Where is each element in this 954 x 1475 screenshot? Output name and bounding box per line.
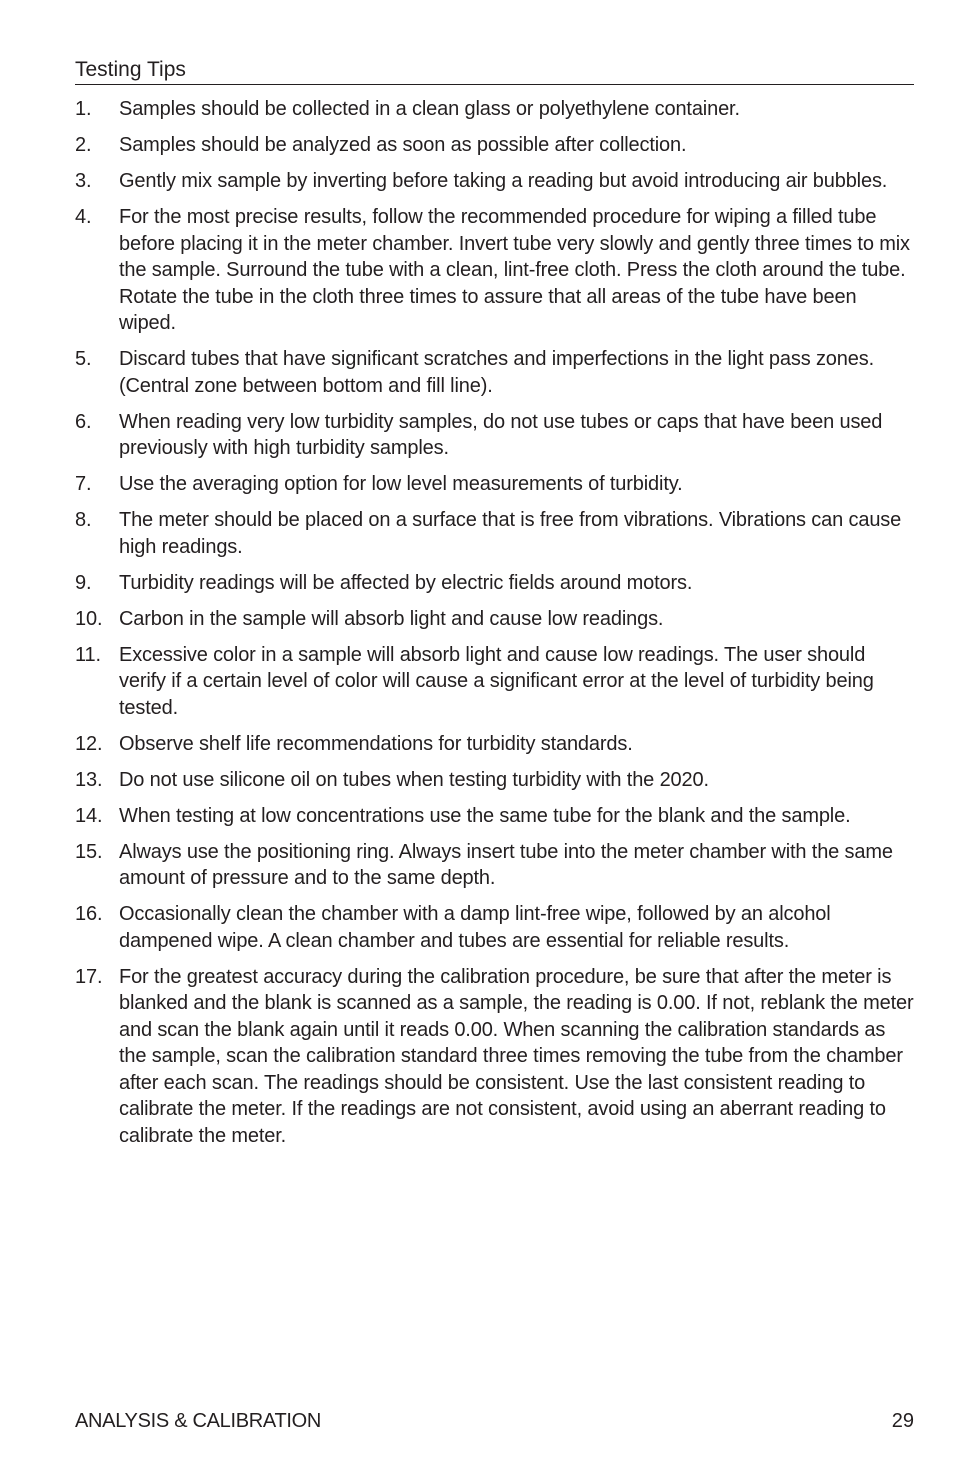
item-text: Discard tubes that have significant scratches and imperfections in the light pass zones. (Central zone between bottom and fill line).	[119, 348, 874, 397]
item-text: Samples should be collected in a clean glass or polyethylene container.	[119, 98, 740, 120]
list-item	[75, 96, 915, 123]
item-number: 15.	[75, 840, 103, 863]
list-item	[75, 570, 915, 597]
item-number: 16.	[75, 903, 103, 925]
list-item	[75, 803, 915, 830]
list-item	[75, 346, 915, 399]
list-item	[75, 409, 915, 462]
page-number: 29	[891, 1410, 914, 1432]
item-text: Occasionally clean the chamber with a damp lint-free wipe, followed by an alcohol dampened wipe. A clean chamber and tubes are essential for reliable results.	[119, 903, 831, 952]
list-item	[75, 767, 915, 794]
list-item	[75, 901, 915, 954]
item-number: 7.	[75, 473, 92, 495]
list-item	[75, 168, 915, 195]
item-number: 13.	[75, 768, 103, 791]
item-number: 12.	[75, 732, 103, 755]
list-item	[75, 507, 915, 560]
item-number: 2.	[75, 134, 92, 156]
list-item	[75, 964, 915, 1150]
item-text: Use the averaging option for low level measurements of turbidity.	[119, 473, 683, 495]
list-item	[75, 606, 915, 633]
list-item	[75, 204, 915, 337]
item-number: 1.	[75, 98, 92, 120]
item-text: Do not use silicone oil on tubes when testing turbidity with the 2020.	[119, 768, 709, 791]
item-number: 6.	[75, 410, 92, 433]
item-text: For the greatest accuracy during the calibration procedure, be sure that after the meter is blanked and the blank is scanned as a sample, the reading is 0.00. If not, reblank the meter and scan the blank again until it reads 0.00. When scanning the calibration standards as the sample, scan the calibration standard three times removing the tube from the chamber after each scan. The readings should be consistent. Use the last consistent reading to calibrate the meter. If the readings are not consistent, avoid using an aberrant reading to calibrate the meter.	[119, 965, 914, 1147]
list-item	[75, 839, 915, 892]
item-text: When reading very low turbidity samples, do not use tubes or caps that have been used previously with high turbidity samples.	[119, 410, 883, 459]
item-text: For the most precise results, follow the recommended procedure for wiping a filled tube before placing it in the meter chamber. Invert tube very slowly and gently three times to mix the sample. Surround the tube with a clean, lint-free cloth. Press the cloth around the tube. Rotate the tube in the cloth three times to assure that all areas of the tube have been wiped.	[119, 206, 910, 334]
item-number: 11.	[75, 643, 101, 666]
item-text: Excessive color in a sample will absorb light and cause low readings. The user should verify if a certain level of color will cause a significant error at the level of turbidity being tested.	[119, 643, 874, 719]
item-number: 4.	[75, 206, 92, 228]
item-number: 3.	[75, 170, 92, 192]
item-text: Samples should be analyzed as soon as possible after collection.	[119, 134, 687, 156]
item-number: 8.	[75, 509, 92, 531]
item-number: 10.	[75, 607, 103, 630]
item-text: Always use the positioning ring. Always insert tube into the meter chamber with the same amount of pressure and to the same depth.	[119, 840, 893, 889]
item-number: 17.	[75, 965, 103, 988]
footer-section-label: ANALYSIS & CALIBRATION	[75, 1410, 322, 1432]
item-number: 5.	[75, 348, 92, 370]
item-text: Turbidity readings will be affected by electric fields around motors.	[119, 571, 693, 594]
item-text: When testing at low concentrations use the same tube for the blank and the sample.	[119, 804, 851, 827]
item-number: 9.	[75, 571, 92, 594]
list-item	[75, 642, 915, 722]
list-item	[75, 132, 915, 159]
list-item	[75, 731, 915, 758]
item-number: 14.	[75, 804, 103, 827]
item-text: Gently mix sample by inverting before taking a reading but avoid introducing air bubbles.	[119, 170, 888, 192]
section-title: Testing Tips	[75, 58, 186, 81]
list-item	[75, 471, 915, 498]
item-text: Carbon in the sample will absorb light and cause low readings.	[119, 607, 664, 630]
item-text: The meter should be placed on a surface that is free from vibrations. Vibrations can cause high readings.	[119, 509, 902, 558]
item-text: Observe shelf life recommendations for turbidity standards.	[119, 732, 633, 755]
testing-tips-list	[75, 96, 915, 1159]
title-underline-divider	[75, 84, 914, 85]
